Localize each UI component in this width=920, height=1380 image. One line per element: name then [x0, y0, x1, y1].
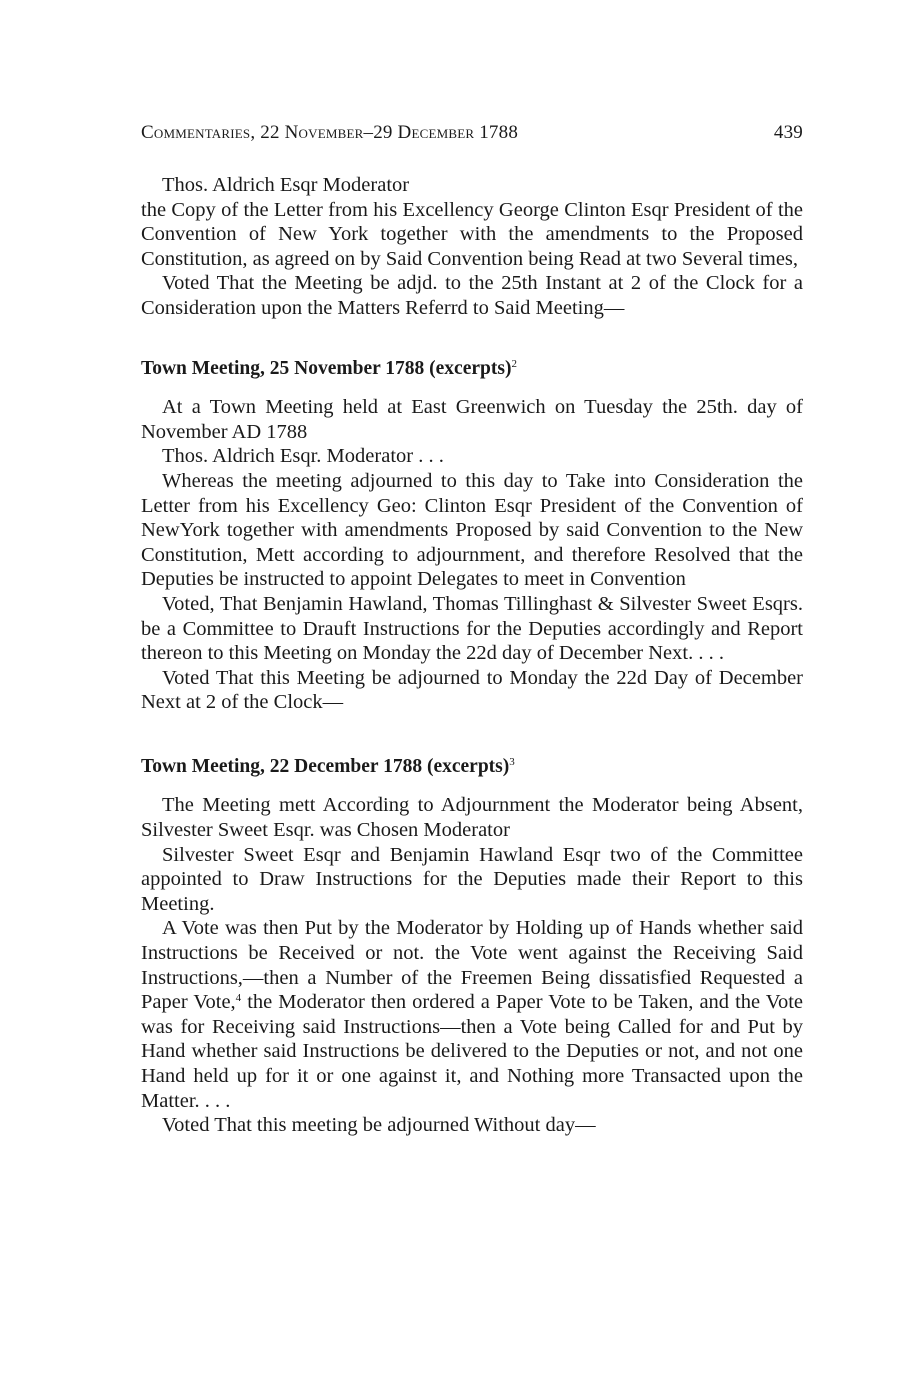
document-body — [141, 173, 803, 1138]
nov25-paragraph-2: Thos. Aldrich Esqr. Moderator . . . — [162, 445, 444, 468]
nov25-paragraph-1: At a Town Meeting held at East Greenwich on Tuesday the 25th. day of November AD 1788 — [141, 396, 803, 443]
paragraph-text: A Vote was then Put by the Moderator by Holding up of Hands whether said Instructions be Received or not. the Vote went against the Receiving Said Instructions,—then a Number of the Freemen Being dissatisfied Requested a Paper Vote, — [141, 917, 803, 1014]
adjourn-paragraph: Voted That the Meeting be adjd. to the 25th Instant at 2 of the Clock for a Consideration upon the Matters Referrd to Said Meeting— — [141, 272, 803, 319]
footnote-marker: 4 — [235, 992, 242, 1005]
dec22-paragraph-3 — [141, 916, 803, 1113]
letter-paragraph: the Copy of the Letter from his Excellency George Clinton Esqr President of the Convention of New York together with the amendments to the Proposed Constitution, as agreed on by Said Convention being Read at two Several times, — [141, 198, 803, 270]
dec22-paragraph-2: Silvester Sweet Esqr and Benjamin Hawland Esqr two of the Committee appointed to Draw Instructions for the Deputies made their Report to this Meeting. — [141, 843, 803, 915]
dec22-paragraph-1: The Meeting mett According to Adjournment the Moderator being Absent, Silvester Sweet Esqr. was Chosen Moderator — [141, 794, 803, 842]
page-number: 439 — [773, 122, 803, 143]
footnote-marker: 2 — [511, 357, 517, 370]
moderator-line: Thos. Aldrich Esqr Moderator — [162, 174, 410, 196]
running-head: Commentaries, 22 November–29 December 1788 — [141, 122, 519, 143]
heading-text: Town Meeting, 25 November 1788 (excerpts) — [141, 357, 512, 379]
section-heading-dec22 — [141, 755, 803, 780]
paragraph-text: the Moderator then ordered a Paper Vote to be Taken, and the Vote was for Receiving said Instructions—then a Vote being Called for and Put by Hand whether said Instructions be delivered to the Deputies or not, and not one Hand held up for it or one against it, and Nothing more Transacted upon the Matter. . . . — [141, 991, 803, 1112]
nov25-paragraph-3: Whereas the meeting adjourned to this day to Take into Consideration the Letter from his Excellency Geo: Clinton Esqr President of the Convention of NewYork together with amendments Proposed by said Convention to the New Constitution, Mett according to adjournment, and therefore Resolved that the Deputies be instructed to appoint Delegates to meet in Convention — [141, 469, 803, 591]
footnote-marker: 3 — [509, 755, 515, 768]
nov25-paragraph-4: Voted, That Benjamin Hawland, Thomas Tillinghast & Silvester Sweet Esqrs. be a Committee to Drauft Instructions for the Deputies accordingly and Report thereon to this Meeting on Monday the 22d day of December Next. . . . — [141, 592, 803, 665]
dec22-paragraph-4: Voted That this meeting be adjourned Without day— — [162, 1114, 596, 1137]
heading-text: Town Meeting, 22 December 1788 (excerpts) — [141, 755, 510, 777]
page-header — [141, 122, 803, 150]
nov25-paragraph-5: Voted That this Meeting be adjourned to Monday the 22d Day of December Next at 2 of the Clock— — [141, 666, 803, 714]
section-heading-nov25 — [141, 357, 803, 382]
